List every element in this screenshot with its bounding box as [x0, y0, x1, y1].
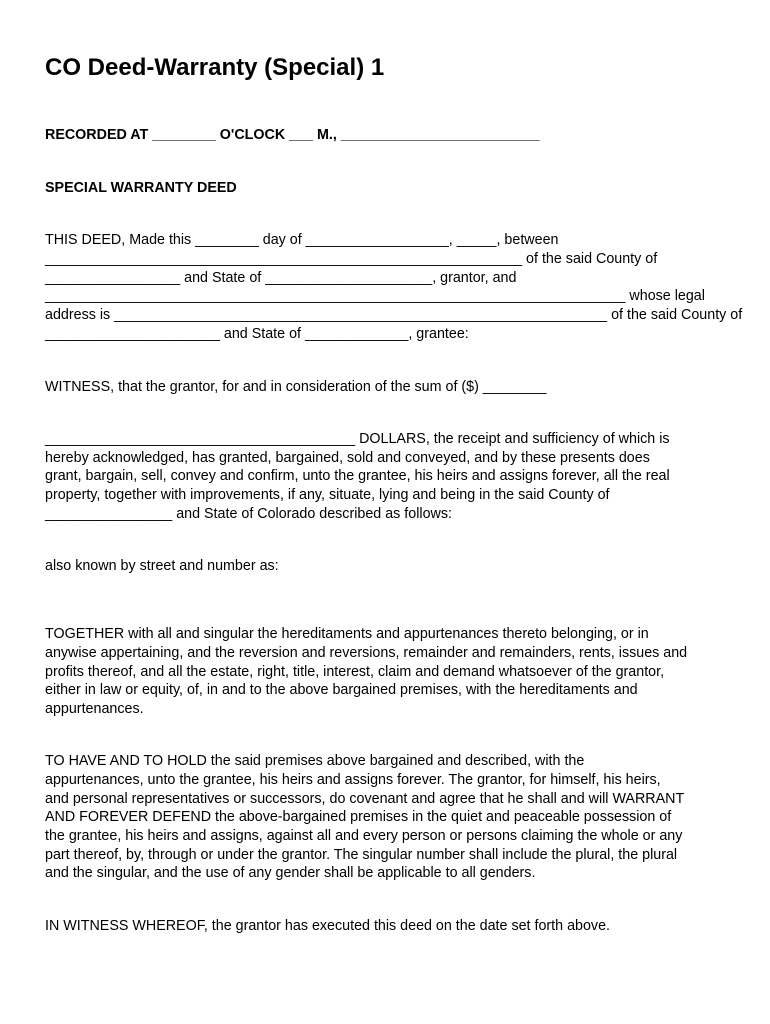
habendum-line: TO HAVE AND TO HOLD the said premises above bargained and described, with the [45, 753, 585, 769]
document-title: CO Deed-Warranty (Special) 1 [45, 54, 385, 81]
together-line: appurtenances. [45, 701, 144, 717]
parties-line: _________________ and State of _____________________, grantor, and [45, 270, 517, 286]
consideration-line: _______________________________________ DOLLARS, the receipt and sufficiency of which is [45, 431, 670, 447]
consideration-line: grant, bargain, sell, convey and confirm, unto the grantee, his heirs and assigns forever, all the real [45, 468, 670, 484]
parties-line: ____________________________________________________________ of the said County of [45, 251, 658, 267]
habendum-line: and personal representatives or successors, do covenant and agree that he shall and will WARRANT [45, 791, 685, 807]
in-witness-line: IN WITNESS WHEREOF, the grantor has executed this deed on the date set forth above. [45, 918, 611, 934]
consideration-line: hereby acknowledged, has granted, bargained, sold and conveyed, and by these presents does [45, 450, 650, 466]
habendum-line: and the singular, and the use of any gender shall be applicable to all genders. [45, 865, 536, 881]
recorded-at-line: RECORDED AT ________ O'CLOCK ___ M., _________________________ [45, 127, 540, 143]
parties-line: _________________________________________________________________________ whose legal [45, 288, 705, 304]
street-number-line: also known by street and number as: [45, 558, 279, 574]
habendum-line: part thereof, by, through or under the grantor. The singular number shall include the plural, the plural [45, 847, 678, 863]
parties-line: ______________________ and State of _____________, grantee: [45, 326, 469, 342]
parties-line: address is ______________________________________________________________ of the said County of [45, 307, 743, 323]
together-line: anywise appertaining, and the reversion and reversions, remainder and remainders, rents, issues and [45, 645, 688, 661]
habendum-line: appurtenances, unto the grantee, his heirs and assigns forever. The grantor, for himself, his heirs, [45, 772, 661, 788]
consideration-line: ________________ and State of Colorado described as follows: [45, 506, 452, 522]
witness-line: WITNESS, that the grantor, for and in consideration of the sum of ($) ________ [45, 379, 547, 395]
together-line: either in law or equity, of, in and to the above bargained premises, with the hereditaments and [45, 682, 638, 698]
deed-heading: SPECIAL WARRANTY DEED [45, 180, 237, 196]
together-line: profits thereof, and all the estate, right, title, interest, claim and demand whatsoever of the grantor, [45, 664, 665, 680]
parties-line: THIS DEED, Made this ________ day of __________________, _____, between [45, 232, 559, 248]
consideration-line: property, together with improvements, if any, situate, lying and being in the said County of [45, 487, 610, 503]
together-line: TOGETHER with all and singular the hereditaments and appurtenances thereto belonging, or in [45, 626, 649, 642]
habendum-line: the grantee, his heirs and assigns, against all and every person or persons claiming the whole or any [45, 828, 683, 844]
habendum-line: AND FOREVER DEFEND the above-bargained premises in the quiet and peaceable possession of [45, 809, 672, 825]
